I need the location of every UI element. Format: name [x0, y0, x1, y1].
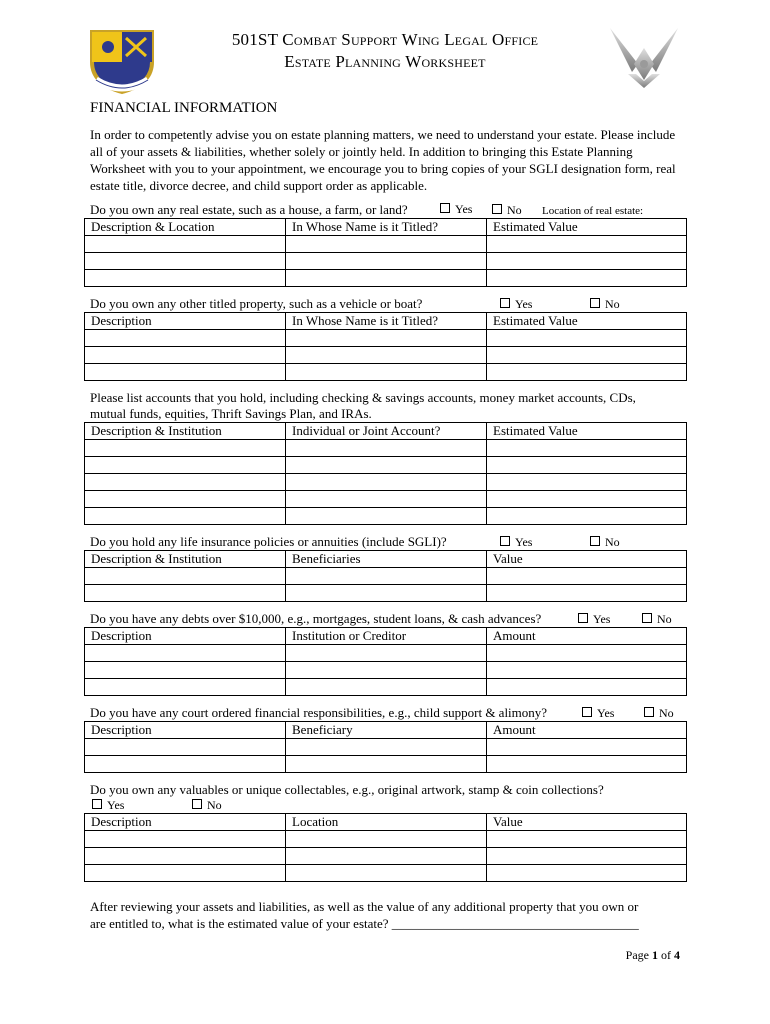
checkbox-icon	[500, 298, 510, 308]
valuables-question: Do you own any valuables or unique collectables, e.g., original artwork, stamp & coin collections?	[90, 782, 604, 797]
table-cell-input[interactable]	[85, 508, 286, 525]
table-header-cell: Description	[85, 814, 286, 831]
accounts-table	[84, 422, 687, 525]
no-label: No	[507, 203, 522, 217]
table-cell-input[interactable]	[286, 440, 487, 457]
table-cell-input[interactable]	[286, 474, 487, 491]
checkbox-icon	[578, 613, 588, 623]
real-estate-table	[84, 218, 687, 287]
table-cell-input[interactable]	[85, 347, 286, 364]
table-header-cell: Institution or Creditor	[286, 628, 487, 645]
form-title-line2: Estate Planning Worksheet	[284, 52, 486, 71]
table-row	[85, 364, 687, 381]
table-cell-input[interactable]	[487, 831, 687, 848]
table-row	[85, 253, 687, 270]
table-header-cell: Beneficiaries	[286, 551, 487, 568]
table-header-row	[85, 814, 687, 831]
table-cell-input[interactable]	[487, 270, 687, 287]
table-cell-input[interactable]	[286, 662, 487, 679]
table-cell-input[interactable]	[85, 236, 286, 253]
table-row	[85, 347, 687, 364]
real-estate-no-checkbox[interactable]	[492, 203, 522, 218]
accounts-question-line2: mutual funds, equities, Thrift Savings Plan, and IRAs.	[90, 406, 372, 421]
table-cell-input[interactable]	[286, 508, 487, 525]
table-cell-input[interactable]	[286, 756, 487, 773]
checkbox-icon	[192, 799, 202, 809]
table-row	[85, 585, 687, 602]
air-force-wings-icon	[608, 24, 680, 96]
yes-label: Yes	[593, 612, 611, 626]
table-cell-input[interactable]	[85, 679, 286, 696]
table-header-row	[85, 219, 687, 236]
valuables-table	[84, 813, 687, 882]
table-cell-input[interactable]	[487, 645, 687, 662]
table-cell-input[interactable]	[85, 865, 286, 882]
table-cell-input[interactable]	[487, 491, 687, 508]
table-header-row	[85, 313, 687, 330]
table-cell-input[interactable]	[487, 662, 687, 679]
table-cell-input[interactable]	[487, 848, 687, 865]
table-row	[85, 865, 687, 882]
table-row	[85, 330, 687, 347]
titled-property-table	[84, 312, 687, 381]
table-cell-input[interactable]	[487, 568, 687, 585]
table-cell-input[interactable]	[286, 848, 487, 865]
table-row	[85, 645, 687, 662]
table-row	[85, 848, 687, 865]
titled-property-no-checkbox[interactable]	[590, 297, 620, 312]
table-cell-input[interactable]	[85, 645, 286, 662]
table-header-row	[85, 628, 687, 645]
table-header-cell: Description & Institution	[85, 551, 286, 568]
table-cell-input[interactable]	[487, 236, 687, 253]
table-row	[85, 457, 687, 474]
table-cell-input[interactable]	[85, 568, 286, 585]
table-cell-input[interactable]	[85, 848, 286, 865]
table-row	[85, 508, 687, 525]
estimated-estate-value-field[interactable]: are entitled to, what is the estimated value of your estate? ______________________________________	[90, 916, 639, 931]
table-cell-input[interactable]	[487, 457, 687, 474]
table-row	[85, 491, 687, 508]
table-cell-input[interactable]	[286, 330, 487, 347]
table-cell-input[interactable]	[85, 491, 286, 508]
location-of-real-estate-label: Location of real estate:	[542, 205, 644, 217]
table-cell-input[interactable]	[286, 739, 487, 756]
page-total: 4	[674, 948, 680, 962]
table-cell-input[interactable]	[85, 739, 286, 756]
table-cell-input[interactable]	[286, 236, 487, 253]
titled-property-yes-checkbox[interactable]	[500, 297, 532, 312]
yes-label: Yes	[107, 798, 125, 812]
table-row	[85, 270, 687, 287]
table-cell-input[interactable]	[487, 585, 687, 602]
yes-label: Yes	[515, 535, 533, 549]
page-of: of	[661, 948, 671, 962]
table-cell-input[interactable]	[85, 474, 286, 491]
table-row	[85, 831, 687, 848]
table-cell-input[interactable]	[487, 347, 687, 364]
table-cell-input[interactable]	[487, 474, 687, 491]
valuables-yes-checkbox[interactable]	[92, 798, 124, 813]
section-heading: FINANCIAL INFORMATION	[90, 100, 278, 116]
no-label: No	[657, 612, 672, 626]
table-header-row	[85, 722, 687, 739]
table-cell-input[interactable]	[286, 645, 487, 662]
debts-table	[84, 627, 687, 696]
table-row	[85, 756, 687, 773]
table-cell-input[interactable]	[487, 679, 687, 696]
table-cell-input[interactable]	[85, 330, 286, 347]
table-cell-input[interactable]	[85, 253, 286, 270]
table-cell-input[interactable]	[286, 679, 487, 696]
court-ordered-no-checkbox[interactable]	[644, 706, 674, 721]
page-number	[626, 948, 680, 963]
table-cell-input[interactable]	[286, 491, 487, 508]
table-header-cell: Estimated Value	[487, 423, 687, 440]
table-header-cell: Description	[85, 628, 286, 645]
table-cell-input[interactable]	[487, 364, 687, 381]
titled-property-question: Do you own any other titled property, such as a vehicle or boat?	[90, 296, 423, 311]
table-cell-input[interactable]	[286, 253, 487, 270]
table-cell-input[interactable]	[85, 756, 286, 773]
form-title-line1: 501ST Combat Support Wing Legal Office	[231, 30, 539, 49]
checkbox-icon	[500, 536, 510, 546]
yes-label: Yes	[455, 202, 473, 216]
real-estate-yes-checkbox[interactable]	[440, 202, 472, 217]
no-label: No	[605, 535, 620, 549]
table-row	[85, 474, 687, 491]
checkbox-icon	[492, 204, 502, 214]
table-header-cell: Description & Institution	[85, 423, 286, 440]
table-header-row	[85, 423, 687, 440]
table-header-cell: In Whose Name is it Titled?	[286, 313, 487, 330]
yes-label: Yes	[597, 706, 615, 720]
insurance-yes-checkbox[interactable]	[500, 535, 532, 550]
table-cell-input[interactable]	[487, 865, 687, 882]
table-header-cell: Description	[85, 722, 286, 739]
debts-no-checkbox[interactable]	[642, 612, 672, 627]
court-ordered-yes-checkbox[interactable]	[582, 706, 614, 721]
checkbox-icon	[92, 799, 102, 809]
table-header-cell: Amount	[487, 722, 687, 739]
table-cell-input[interactable]	[85, 662, 286, 679]
closing-text-line1: After reviewing your assets and liabilities, as well as the value of any additional property that you own or	[90, 899, 639, 914]
table-cell-input[interactable]	[85, 440, 286, 457]
checkbox-icon	[440, 203, 450, 213]
court-ordered-question: Do you have any court ordered financial responsibilities, e.g., child support & alimony?	[90, 705, 548, 720]
debts-question: Do you have any debts over $10,000, e.g., mortgages, student loans, & cash advances?	[90, 611, 542, 626]
table-cell-input[interactable]	[286, 865, 487, 882]
table-row	[85, 679, 687, 696]
table-row	[85, 739, 687, 756]
table-cell-input[interactable]	[286, 347, 487, 364]
table-header-cell: Estimated Value	[487, 219, 687, 236]
checkbox-icon	[590, 536, 600, 546]
table-header-cell: Estimated Value	[487, 313, 687, 330]
accounts-question-line1: Please list accounts that you hold, including checking & savings accounts, money market accounts, CDs,	[90, 390, 636, 405]
table-header-cell: Description & Location	[85, 219, 286, 236]
table-cell-input[interactable]	[85, 457, 286, 474]
table-cell-input[interactable]	[487, 253, 687, 270]
checkbox-icon	[642, 613, 652, 623]
table-cell-input[interactable]	[286, 457, 487, 474]
no-label: No	[207, 798, 222, 812]
insurance-question: Do you hold any life insurance policies or annuities (include SGLI)?	[90, 534, 447, 549]
debts-yes-checkbox[interactable]	[578, 612, 610, 627]
table-header-cell: Amount	[487, 628, 687, 645]
table-cell-input[interactable]	[85, 585, 286, 602]
table-row	[85, 236, 687, 253]
table-header-cell: Description	[85, 313, 286, 330]
table-cell-input[interactable]	[286, 364, 487, 381]
insurance-table	[84, 550, 687, 602]
table-cell-input[interactable]	[85, 364, 286, 381]
checkbox-icon	[590, 298, 600, 308]
table-header-cell: Location	[286, 814, 487, 831]
page-current: 1	[652, 948, 658, 962]
table-header-cell: Individual or Joint Account?	[286, 423, 487, 440]
valuables-no-checkbox[interactable]	[192, 798, 222, 813]
table-cell-input[interactable]	[286, 831, 487, 848]
table-cell-input[interactable]	[487, 756, 687, 773]
real-estate-question: Do you own any real estate, such as a house, a farm, or land?	[90, 202, 408, 217]
checkbox-icon	[644, 707, 654, 717]
table-header-cell: Value	[487, 814, 687, 831]
table-header-cell: In Whose Name is it Titled?	[286, 219, 487, 236]
no-label: No	[659, 706, 674, 720]
checkbox-icon	[582, 707, 592, 717]
insurance-no-checkbox[interactable]	[590, 535, 620, 550]
yes-label: Yes	[515, 297, 533, 311]
table-row	[85, 440, 687, 457]
table-header-cell: Beneficiary	[286, 722, 487, 739]
wing-seal-icon	[86, 26, 158, 96]
table-header-row	[85, 551, 687, 568]
table-cell-input[interactable]	[286, 568, 487, 585]
table-cell-input[interactable]	[487, 739, 687, 756]
table-cell-input[interactable]	[487, 508, 687, 525]
intro-paragraph: In order to competently advise you on estate planning matters, we need to understand your estate. Please include all of your assets & liabilities, whether solely or jointly held. In addition to bringing this Estate Planning Worksheet with you to your appointment, we encourage you to bring copies of your SGLI designation form, real estate title, divorce decree, and child support order as applicable.	[90, 127, 676, 193]
table-cell-input[interactable]	[286, 270, 487, 287]
table-cell-input[interactable]	[487, 330, 687, 347]
no-label: No	[605, 297, 620, 311]
table-row	[85, 568, 687, 585]
table-cell-input[interactable]	[487, 440, 687, 457]
table-header-cell: Value	[487, 551, 687, 568]
table-cell-input[interactable]	[85, 831, 286, 848]
table-cell-input[interactable]	[286, 585, 487, 602]
table-row	[85, 662, 687, 679]
table-cell-input[interactable]	[85, 270, 286, 287]
page-label: Page	[625, 948, 649, 962]
court-ordered-table	[84, 721, 687, 773]
